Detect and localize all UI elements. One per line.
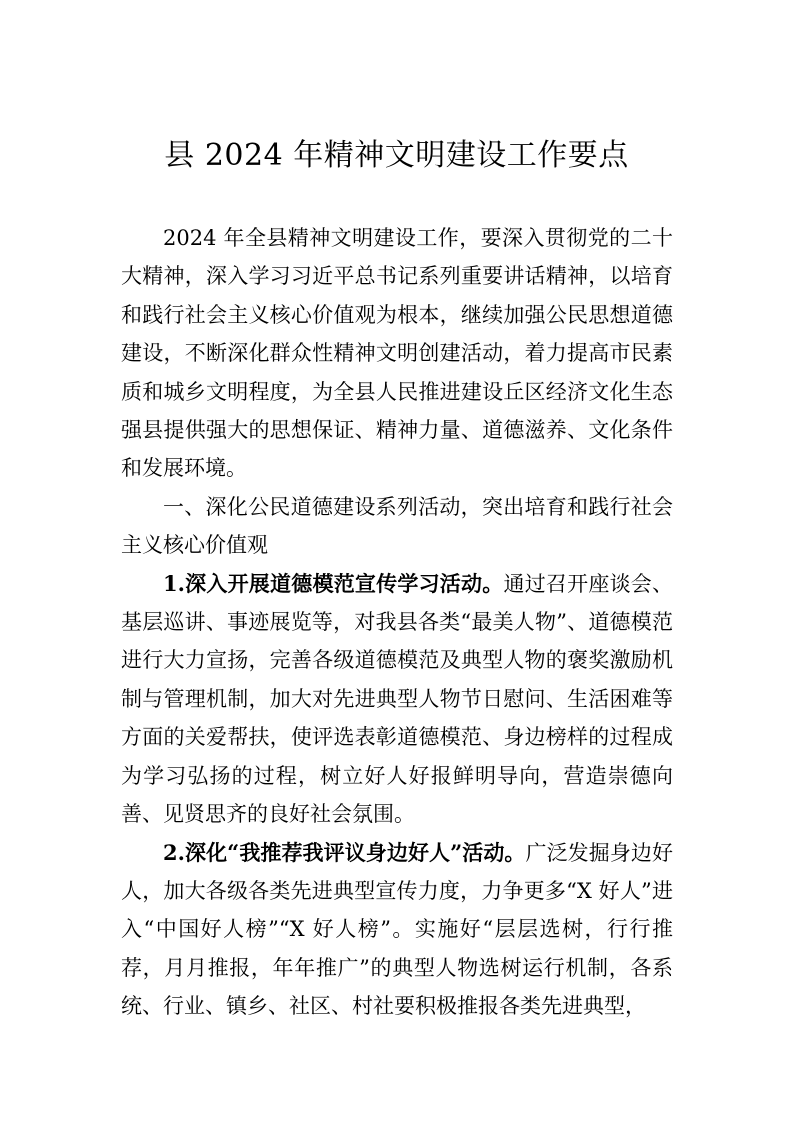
- item-title-1: 1.深入开展道德模范宣传学习活动。: [163, 570, 504, 596]
- item-body-1: 通过召开座谈会、基层巡讲、事迹展览等，对我县各类“最美人物”、道德模范进行大力宣扬，完善各级道德模范及典型人物的褒奖激励机制与管理机制，加大对先进典型人物节日慰问、生活困难等方面的关爱帮扶，使评选表彰道德模范、身边榜样的过程成为学习弘扬的过程，树立好人好报鲜明导向，营造崇德向善、见贤思齐的良好社会氛围。: [121, 571, 674, 827]
- item-paragraph-2: [121, 834, 673, 1026]
- item-paragraph-1: [121, 565, 673, 834]
- document-body: [121, 219, 673, 1026]
- section-heading-1: 一、深化公民道德建设系列活动，突出培育和践行社会主义核心价值观: [121, 494, 673, 558]
- item-body-2: 广泛发掘身边好人，加大各级各类先进典型宣传力度，力争更多“X 好人”进入“中国好人榜”“X 好人榜”。实施好“层层选树，行行推荐，月月推报，年年推广”的典型人物选树运行机制，各系统、行业、镇乡、社区、村社要积极推报各类先进典型，: [121, 840, 673, 1019]
- item-title-2: 2.深化“我推荐我评议身边好人”活动。: [163, 839, 526, 865]
- document-title: 县 2024 年精神文明建设工作要点: [164, 138, 629, 173]
- intro-paragraph: 2024 年全县精神文明建设工作，要深入贯彻党的二十大精神，深入学习习近平总书记系列重要讲话精神，以培育和践行社会主义核心价值观为根本，继续加强公民思想道德建设，不断深化群众性精神文明创建活动，着力提高市民素质和城乡文明程度，为全县人民推进建设丘区经济文化生态强县提供强大的思想保证、精神力量、道德滋养、文化条件和发展环境。: [121, 226, 673, 481]
